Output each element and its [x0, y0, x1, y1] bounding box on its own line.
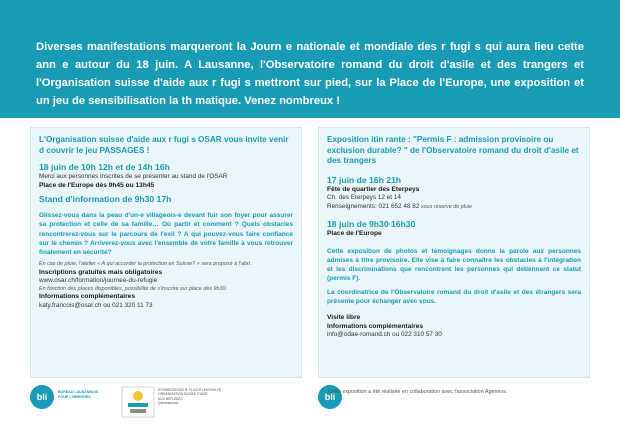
osar-panel	[30, 127, 302, 378]
osar-place: Place de l'Europe dès 9h45 ou 13h45	[39, 181, 155, 189]
odae-desc1: Cette exposition de photos et témoignages donne la parole aux personnes admises à titre provisoire. Elle vise à faire connaître les obstacles à l'intégration et les discriminations que rencontrent les personnes qui détiennent ce statut (permis F).	[327, 247, 581, 283]
odae-date1: 17 juin de 16h 21h	[327, 174, 402, 185]
osar-line4: Quintessence	[158, 401, 179, 406]
odae-contact[interactable]: info@odae-romand.ch ou 022 310 57 30	[327, 331, 442, 339]
banner-text: Diverses manifestations marqueront la Journ e nationale et mondiale des r fugi s qui aura lieu cette ann e autour du 18 juin. A Lausanne, l'Observatoire romand du droit d'asile et des trangers et l'Organisation suisse d'aide aux r fugi s mettront sur pied, sur la Place de l'Europe, une exposition et un jeu de sensibilisation la th matique. Venez nombreux !	[36, 41, 584, 107]
osar-places-note: En fonction des places disponibles, possibilité de s'inscrire sur place dès 9h30.	[39, 285, 228, 292]
osar-stand: Stand d'information de 9h30 17h	[39, 194, 172, 205]
osar-note: Merci aux personnes inscrites de se présenter au stand de l'OSAR	[39, 173, 228, 180]
odae-reg	[327, 203, 581, 212]
odae-date2: 18 juin de 9h30 16h30	[327, 219, 416, 230]
osar-line2: ORGANISATION SUISSE D'AIDE	[158, 392, 208, 397]
osar-teaser: Glissez-vous dans la peau d'un-e villageois-e devant fuir son foyer pour assurer sa protection et celle de sa famille… Où partir et comment ? Quels obstacles rencontrerez-vous sur le parcours de l'exil ? A qui pouvez-vous faire confiance sur le chemin ? Arriverez-vous avec l'ensemble de votre famille à vous retrouver finalement en sécurité?	[39, 212, 293, 256]
osar-rain-note: En cas de pluie, l'atelier « A qui accorder la protection en Suisse? » sera proposé à l'abri.	[39, 261, 252, 268]
odae-info-title: Informations complémentaires	[327, 322, 423, 330]
osar-line1: SCHWEIZERISCHE FLÜCHTLINGSHILFE	[158, 388, 222, 392]
osar-inscriptions: Inscriptions gratuites mais obligatoires	[39, 268, 163, 276]
osar-logo-text	[158, 388, 228, 406]
osar-info-title: Informations complémentaires	[39, 293, 135, 301]
bli-logo-text	[58, 390, 102, 399]
exhibition-footer: Cette exposition a été réalisée en collaboration avec l'association Agenevs.	[328, 389, 508, 395]
odae-panel	[318, 127, 590, 378]
odae-title: Exposition itin rante : "Permis F : admission provisoire ou exclusion durable? " de l'Observatoire romand du droit d'asile et des trangers	[327, 135, 579, 165]
bli-line2: POUR L'IMMIGRÉS	[58, 394, 91, 399]
odae-address: Ch. des Eterpeys 12 et 14	[327, 194, 401, 202]
odae-reg-italic: sous réserve de pluie	[419, 203, 473, 210]
bli-logo-right: bli	[318, 385, 342, 409]
bli-line1: BUREAU LAUSANNOIS	[58, 390, 99, 394]
odae-event1: Fête de quartier des Eterpeys	[327, 185, 420, 193]
osar-title: L'Organisation suisse d'aide aux r fugi s OSAR vous invite venir d couvrir le jeu PASSAGES !	[39, 135, 289, 155]
osar-url[interactable]: www.osar.ch/formation/journee-du-refugie	[39, 277, 158, 285]
osar-date: 18 juin de 10h 12h et de 14h 16h	[39, 162, 170, 172]
osar-line3: AUX RÉFUGIÉS	[158, 396, 183, 401]
osar-logo	[120, 385, 156, 419]
bli-logo: bli	[30, 385, 54, 409]
odae-desc2: La coordinatrice de l'Observatoire romand du droit d'asile et des étrangers sera présente pour échanger avec vous.	[327, 288, 581, 305]
header-banner	[0, 0, 620, 118]
odae-visit: Visite libre	[327, 314, 361, 322]
odae-place2: Place de l'Europe	[327, 230, 382, 238]
osar-contact[interactable]: katy.francois@osar.ch ou 021 320 11 73	[39, 301, 153, 309]
odae-reg-label: Renseignements: 021 652 48 82	[327, 202, 420, 210]
